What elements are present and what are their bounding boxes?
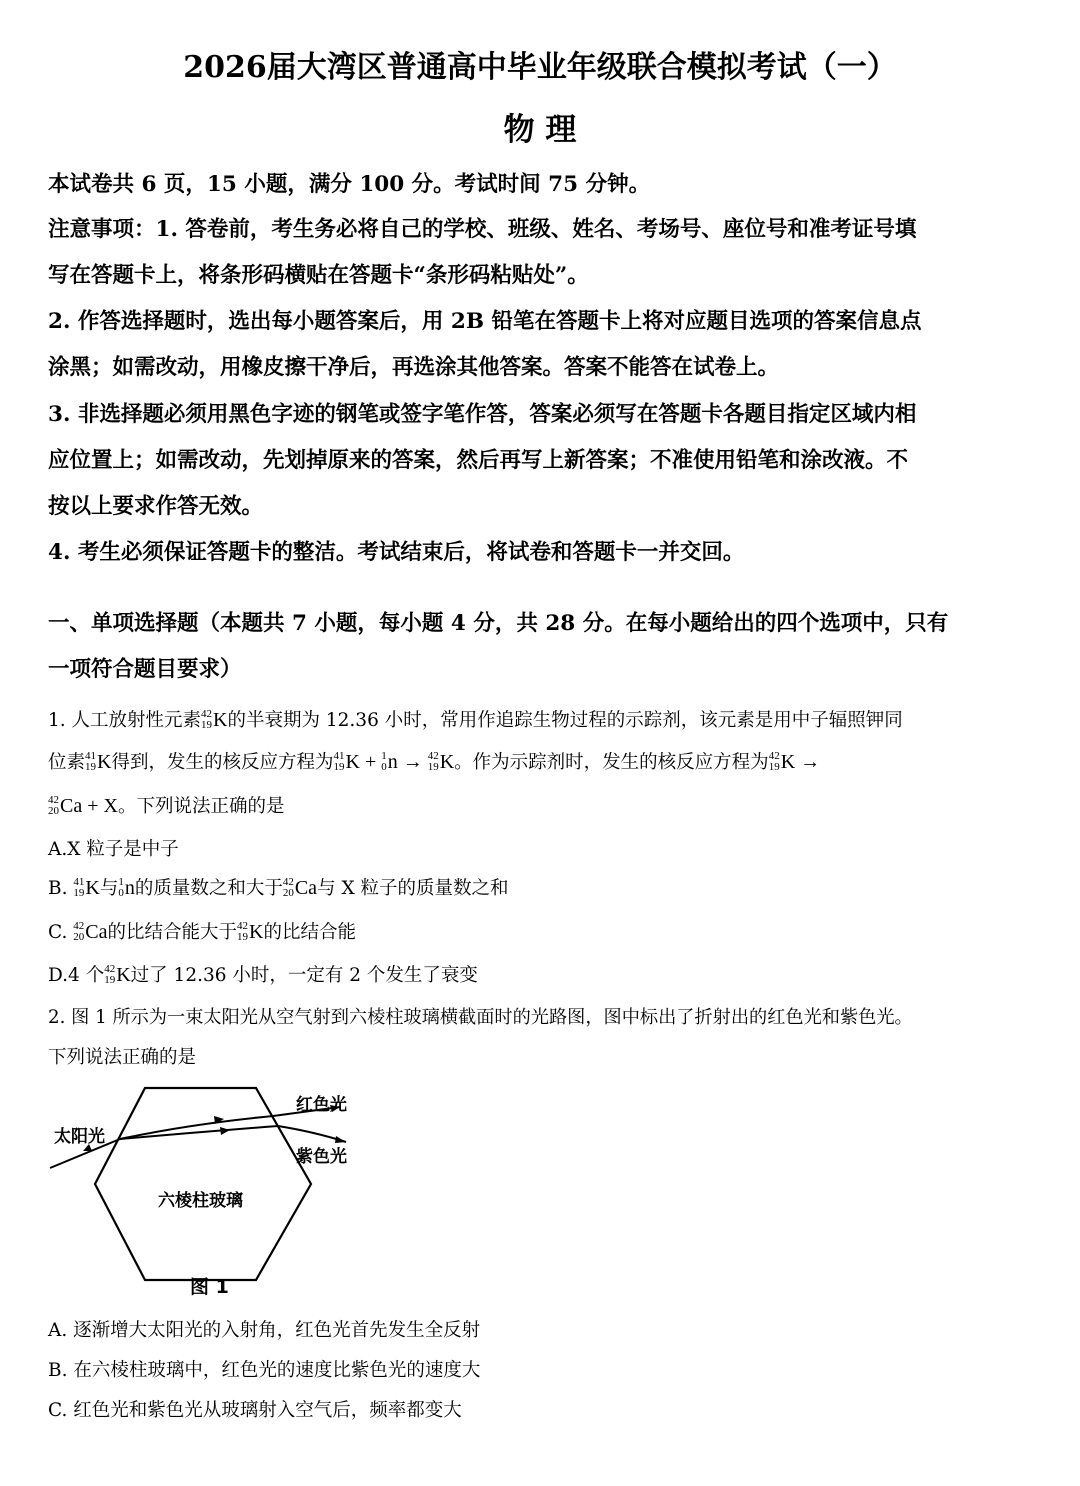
note-3-line-2: 应位置上；如需改动，先划掉原来的答案，然后再写上新答案；不准使用铅笔和涂改液。不 [48, 448, 909, 473]
exam-summary: 本试卷共 6 页，15 小题，满分 100 分。考试时间 75 分钟。 [48, 172, 651, 197]
reaction-equation-2-start: 42 19 K → [768, 750, 821, 774]
figure-caption: 图 1 [190, 1276, 229, 1298]
q2-option-a: A. 逐渐增大太阳光的入射角，红色光首先发生全反射 [48, 1320, 481, 1341]
violet-ray-arrow-icon [220, 1127, 230, 1135]
exam-title: 2026届大湾区普通高中毕业年级联合模拟考试（一） [183, 50, 897, 85]
note-3-line-3: 按以上要求作答无效。 [48, 494, 264, 519]
section-1-heading-line-1: 一、单项选择题（本题共 7 小题，每小题 4 分，共 28 分。在每小题给出的四个选项中，只有 [48, 611, 949, 636]
note-4: 4. 考生必须保证答题卡的整洁。考试结束后，将试卷和答题卡一并交回。 [48, 540, 745, 565]
label-violet-light: 紫色光 [296, 1147, 347, 1167]
subject-title: 物 理 [503, 112, 577, 148]
q2-line-1: 2. 图 1 所示为一束太阳光从空气射到六棱柱玻璃横截面时的光路图，图中标出了折射出的红色光和紫色光。 [48, 1007, 913, 1028]
q1-option-b: B. 41 19 K与 1 0 n的质量数之和大于 42 20 Ca与 X 粒子的质量数之和 [48, 876, 509, 900]
q1-line-2: 位素 41 19 K得到，发生的核反应方程为 41 19 K + 1 0 n → 42 19 K。作为示踪剂时，发生的核反应方程为 42 19 K → [48, 750, 821, 774]
q1-line-1: 1. 人工放射性元素 42 19 K的半衰期为 12.36 小时，常用作追踪生物过程的示踪剂，该元素是用中子辐照钾同 [48, 708, 903, 732]
hexagon-prism-outline [95, 1088, 311, 1280]
violet-ray-inside [120, 1126, 278, 1139]
nuclide-k42: 42 19 K [201, 708, 228, 732]
q1-line-3: 42 20 Ca + X。下列说法正确的是 [48, 794, 285, 818]
q2-option-c: C. 红色光和紫色光从玻璃射入空气后，频率都变大 [48, 1400, 462, 1421]
section-1-heading-line-2: 一项符合题目要求） [48, 657, 242, 682]
note-1-line-2: 写在答题卡上，将条形码横贴在答题卡“条形码粘贴处”。 [48, 263, 589, 288]
label-sunlight: 太阳光 [54, 1127, 105, 1147]
q2-option-b: B. 在六棱柱玻璃中，红色光的速度比紫色光的速度大 [48, 1360, 481, 1381]
label-hexagonal-glass: 六棱柱玻璃 [158, 1191, 243, 1211]
note-2-line-2: 涂黑；如需改动，用橡皮擦干净后，再选涂其他答案。答案不能答在试卷上。 [48, 355, 780, 380]
note-3-line-1: 3. 非选择题必须用黑色字迹的钢笔或签字笔作答，答案必须写在答题卡各题目指定区域内相 [48, 402, 917, 427]
q1-option-d: D.4 个 42 19 K过了 12.36 小时，一定有 2 个发生了衰变 [48, 963, 478, 987]
q2-line-2: 下列说法正确的是 [48, 1047, 197, 1068]
reaction-equation-1: 41 19 K + 1 0 n → 42 19 K [333, 750, 455, 774]
q1-option-a: A.X 粒子是中子 [48, 839, 179, 860]
reaction-equation-2-end: 42 20 Ca + X [48, 794, 118, 818]
q1-option-c: C. 42 20 Ca的比结合能大于 42 19 K的比结合能 [48, 920, 356, 944]
note-1-line-1: 注意事项：1. 答卷前，考生务必将自己的学校、班级、姓名、考场号、座位号和准考证号填 [48, 217, 917, 242]
label-red-light: 红色光 [296, 1095, 347, 1115]
note-2-line-1: 2. 作答选择题时，选出每小题答案后，用 2B 铅笔在答题卡上将对应题目选项的答案信息点 [48, 309, 922, 334]
nuclide-k41: 41 19 K [85, 750, 112, 774]
